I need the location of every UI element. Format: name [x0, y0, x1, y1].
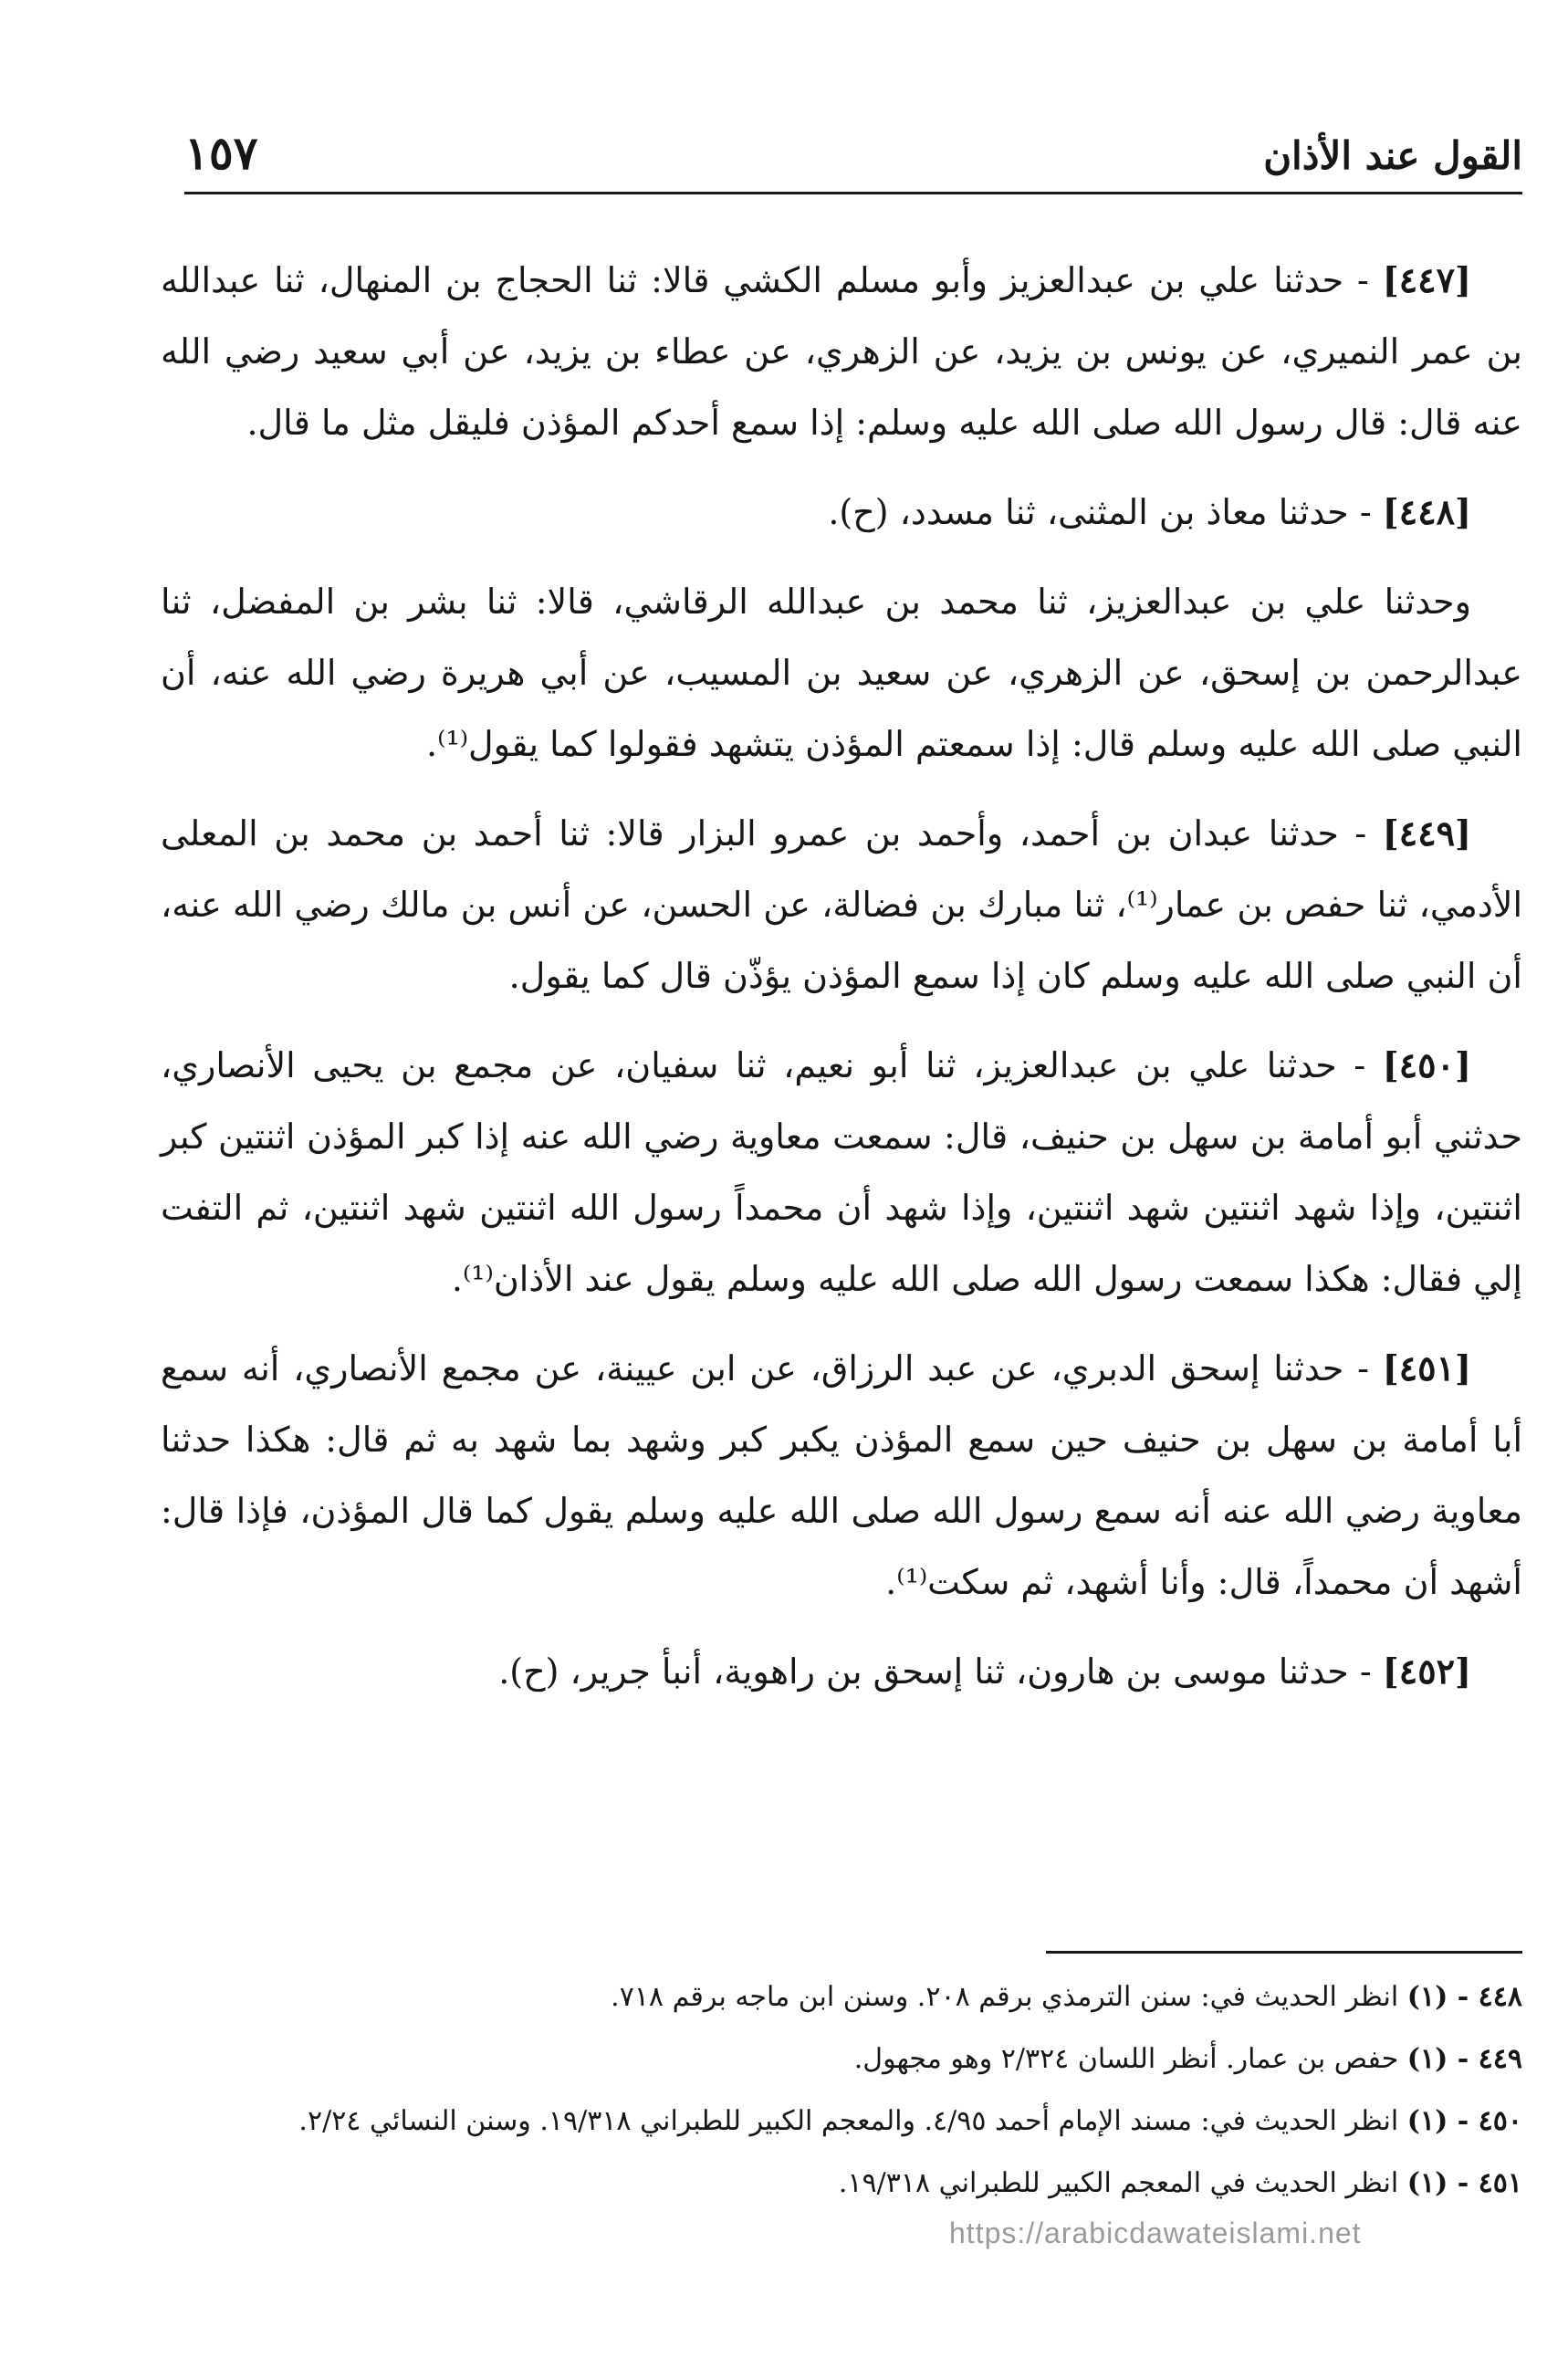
watermark-url: https://arabicdawateislami.net	[949, 2217, 1362, 2249]
footnote-ref: ٤٤٨ - (١)	[1406, 1981, 1522, 2013]
footnote-ref: ٤٥١ - (١)	[1406, 2167, 1522, 2199]
hadith-text: - حدثنا معاذ بن المثنى، ثنا مسدد، (ح).	[828, 492, 1372, 532]
hadith-text: وحدثنا علي بن عبدالعزيز، ثنا محمد بن عبدالله الرقاشي، قالا: ثنا بشر بن المفضل، ثنا عبدالرحمن بن إسحق، عن الزهري، عن سعيد بن المسيب، عن أبي هريرة رضي الله عنه، أن النبي صلى الله عليه وسلم قال: إذا سمعتم المؤذن يتشهد فقولوا كما يقول⁽¹⁾.	[161, 582, 1522, 764]
footnote-448	[161, 1970, 1522, 2025]
footnote-text: حفص بن عمار. أنظر اللسان ٢/٣٢٤ وهو مجهول.	[853, 2043, 1399, 2075]
footnote-separator	[1046, 1951, 1522, 1954]
footnote-text: انظر الحديث في: مسند الإمام أحمد ٤/٩٥. والمعجم الكبير للطبراني ١٩/٣١٨. وسنن النسائي ٢/٢٤.	[298, 2105, 1399, 2137]
page-header	[184, 121, 1522, 195]
hadith-448	[161, 477, 1522, 548]
footnote-text: انظر الحديث في: سنن الترمذي برقم ٢٠٨. وسنن ابن ماجه برقم ٧١٨.	[611, 1981, 1399, 2013]
hadith-450	[161, 1030, 1522, 1315]
hadith-number: [٤٥٠]	[1382, 1044, 1471, 1085]
page-number: ١٥٧	[184, 126, 258, 180]
footnote-text: انظر الحديث في المعجم الكبير للطبراني ١٩/٣١٨.	[838, 2167, 1399, 2199]
footnote-450	[161, 2094, 1522, 2149]
hadith-452	[161, 1636, 1522, 1707]
hadith-number: [٤٤٨]	[1382, 491, 1471, 532]
hadith-text-body	[161, 245, 1522, 1725]
footnote-ref: ٤٤٩ - (١)	[1406, 2043, 1522, 2075]
hadith-451	[161, 1333, 1522, 1618]
hadith-text: - حدثنا عبدان بن أحمد، وأحمد بن عمرو البزار قالا: ثنا أحمد بن محمد بن المعلى الأدمي، ثنا حفص بن عمار⁽¹⁾، ثنا مبارك بن فضالة، عن الحسن، عن أنس بن مالك رضي الله عنه، أن النبي صلى الله عليه وسلم كان إذا سمع المؤذن يؤذّن قال كما يقول.	[161, 813, 1523, 996]
hadith-448-continuation	[161, 566, 1522, 780]
hadith-text: - حدثنا علي بن عبدالعزيز، ثنا أبو نعيم، ثنا سفيان، عن مجمع بن يحيى الأنصاري، حدثني أبو أمامة بن سهل بن حنيف، قال: سمعت معاوية رضي الله عنه إذا كبر المؤذن اثنتين كبر اثنتين، وإذا شهد اثنتين شهد اثنتين، وإذا شهد أن محمداً رسول الله اثنتين شهد اثنتين، ثم التفت إلي فقال: هكذا سمعت رسول الله صلى الله عليه وسلم يقول عند الأذان⁽¹⁾.	[161, 1045, 1522, 1299]
footnote-ref: ٤٥٠ - (١)	[1406, 2105, 1522, 2137]
hadith-text: - حدثنا موسى بن هارون، ثنا إسحق بن راهوية، أنبأ جرير، (ح).	[498, 1651, 1372, 1692]
hadith-number: [٤٤٧]	[1382, 259, 1471, 300]
footnote-451	[161, 2156, 1522, 2211]
running-title: القول عند الأذان	[1263, 133, 1522, 178]
header-rule	[184, 192, 1522, 194]
hadith-number: [٤٤٩]	[1382, 812, 1471, 854]
footnote-449	[161, 2032, 1522, 2087]
hadith-447	[161, 245, 1522, 458]
hadith-text: - حدثنا علي بن عبدالعزيز وأبو مسلم الكشي قالا: ثنا الحجاج بن المنهال، ثنا عبدالله بن عمر النميري، عن يونس بن يزيد، عن الزهري، عن عطاء بن يزيد، عن أبي سعيد رضي الله عنه قال: قال رسول الله صلى الله عليه وسلم: إذا سمع أحدكم المؤذن فليقل مثل ما قال.	[161, 260, 1522, 443]
hadith-number: [٤٥١]	[1382, 1347, 1471, 1389]
hadith-number: [٤٥٢]	[1382, 1651, 1471, 1692]
hadith-text: - حدثنا إسحق الدبري، عن عبد الرزاق، عن ابن عيينة، عن مجمع الأنصاري، أنه سمع أبا أمامة بن سهل بن حنيف حين سمع المؤذن يكبر كبر وشهد بما شهد به ثم قال: هكذا حدثنا معاوية رضي الله عنه أنه سمع رسول الله صلى الله عليه وسلم يقول كما قال المؤذن، فإذا قال: أشهد أن محمداً، قال: وأنا أشهد، ثم سكت⁽¹⁾.	[161, 1348, 1522, 1602]
footnotes	[161, 1970, 1522, 2218]
hadith-449	[161, 798, 1522, 1011]
